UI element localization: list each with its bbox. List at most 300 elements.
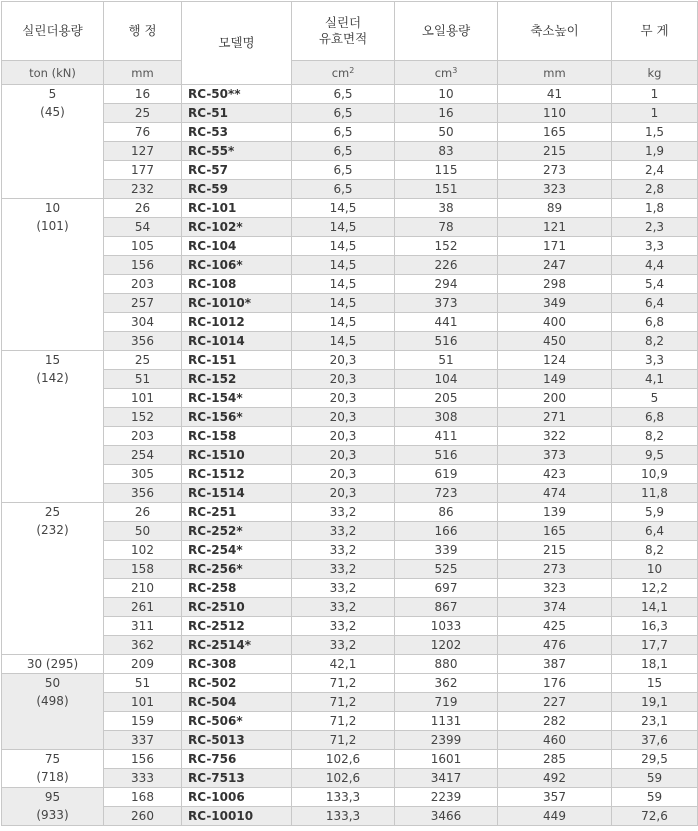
oil-cell: 2239 bbox=[395, 788, 498, 807]
stroke-cell: 105 bbox=[104, 237, 182, 256]
height-cell: 323 bbox=[498, 579, 612, 598]
area-cell: 71,2 bbox=[292, 674, 395, 693]
height-cell: 450 bbox=[498, 332, 612, 351]
weight-cell: 17,7 bbox=[612, 636, 698, 655]
table-row bbox=[2, 180, 698, 199]
capacity-ton: 5 bbox=[48, 87, 57, 101]
height-cell: 474 bbox=[498, 484, 612, 503]
oil-cell: 1601 bbox=[395, 750, 498, 769]
oil-cell: 151 bbox=[395, 180, 498, 199]
height-cell: 171 bbox=[498, 237, 612, 256]
weight-cell: 1 bbox=[612, 85, 698, 104]
area-cell: 6,5 bbox=[292, 85, 395, 104]
height-cell: 110 bbox=[498, 104, 612, 123]
model-cell: RC-502 bbox=[182, 674, 292, 693]
area-cell: 6,5 bbox=[292, 142, 395, 161]
table-row bbox=[2, 199, 698, 218]
table-row bbox=[2, 161, 698, 180]
oil-cell: 226 bbox=[395, 256, 498, 275]
model-cell: RC-102* bbox=[182, 218, 292, 237]
stroke-cell: 51 bbox=[104, 370, 182, 389]
capacity-cell bbox=[2, 503, 104, 655]
area-cell: 6,5 bbox=[292, 104, 395, 123]
model-cell: RC-57 bbox=[182, 161, 292, 180]
table-row bbox=[2, 408, 698, 427]
stroke-cell: 54 bbox=[104, 218, 182, 237]
weight-cell: 4,1 bbox=[612, 370, 698, 389]
oil-cell: 50 bbox=[395, 123, 498, 142]
model-cell: RC-256* bbox=[182, 560, 292, 579]
model-cell: RC-1512 bbox=[182, 465, 292, 484]
stroke-cell: 50 bbox=[104, 522, 182, 541]
oil-cell: 104 bbox=[395, 370, 498, 389]
stroke-cell: 356 bbox=[104, 484, 182, 503]
unit-oil: $cm^3$ bbox=[395, 61, 498, 85]
oil-cell: 719 bbox=[395, 693, 498, 712]
oil-cell: 10 bbox=[395, 85, 498, 104]
model-cell: RC-1514 bbox=[182, 484, 292, 503]
stroke-cell: 127 bbox=[104, 142, 182, 161]
capacity-cell bbox=[2, 750, 104, 788]
area-cell: 42,1 bbox=[292, 655, 395, 674]
oil-cell: 83 bbox=[395, 142, 498, 161]
area-cell: 71,2 bbox=[292, 693, 395, 712]
area-cell: 6,5 bbox=[292, 123, 395, 142]
height-cell: 322 bbox=[498, 427, 612, 446]
oil-cell: 1202 bbox=[395, 636, 498, 655]
model-cell: RC-106* bbox=[182, 256, 292, 275]
area-cell: 33,2 bbox=[292, 617, 395, 636]
stroke-cell: 25 bbox=[104, 351, 182, 370]
table-row bbox=[2, 560, 698, 579]
weight-cell: 2,3 bbox=[612, 218, 698, 237]
height-cell: 124 bbox=[498, 351, 612, 370]
table-row bbox=[2, 731, 698, 750]
oil-cell: 3466 bbox=[395, 807, 498, 826]
weight-cell: 10,9 bbox=[612, 465, 698, 484]
stroke-cell: 25 bbox=[104, 104, 182, 123]
weight-cell: 5 bbox=[612, 389, 698, 408]
model-cell: RC-251 bbox=[182, 503, 292, 522]
table-row bbox=[2, 674, 698, 693]
stroke-cell: 356 bbox=[104, 332, 182, 351]
stroke-cell: 232 bbox=[104, 180, 182, 199]
stroke-cell: 159 bbox=[104, 712, 182, 731]
height-cell: 176 bbox=[498, 674, 612, 693]
area-cell: 14,5 bbox=[292, 218, 395, 237]
capacity-cell bbox=[2, 351, 104, 503]
table-row bbox=[2, 218, 698, 237]
area-cell: 71,2 bbox=[292, 712, 395, 731]
oil-cell: 294 bbox=[395, 275, 498, 294]
capacity-ton: 10 bbox=[44, 201, 61, 215]
area-cell: 102,6 bbox=[292, 769, 395, 788]
model-cell: RC-1014 bbox=[182, 332, 292, 351]
height-cell: 89 bbox=[498, 199, 612, 218]
weight-cell: 3,3 bbox=[612, 351, 698, 370]
area-cell: 6,5 bbox=[292, 161, 395, 180]
oil-cell: 2399 bbox=[395, 731, 498, 750]
header-oil: 오일용량 bbox=[395, 2, 498, 61]
model-cell: RC-2510 bbox=[182, 598, 292, 617]
capacity-cell bbox=[2, 85, 104, 199]
stroke-cell: 152 bbox=[104, 408, 182, 427]
height-cell: 400 bbox=[498, 313, 612, 332]
weight-cell: 4,4 bbox=[612, 256, 698, 275]
weight-cell: 3,3 bbox=[612, 237, 698, 256]
weight-cell: 6,4 bbox=[612, 294, 698, 313]
stroke-cell: 156 bbox=[104, 256, 182, 275]
weight-cell: 6,8 bbox=[612, 313, 698, 332]
area-cell: 14,5 bbox=[292, 294, 395, 313]
oil-cell: 697 bbox=[395, 579, 498, 598]
stroke-cell: 16 bbox=[104, 85, 182, 104]
table-row bbox=[2, 123, 698, 142]
stroke-cell: 209 bbox=[104, 655, 182, 674]
area-cell: 33,2 bbox=[292, 560, 395, 579]
table-row bbox=[2, 693, 698, 712]
model-cell: RC-1006 bbox=[182, 788, 292, 807]
weight-cell: 59 bbox=[612, 788, 698, 807]
height-cell: 215 bbox=[498, 541, 612, 560]
table-row bbox=[2, 598, 698, 617]
model-cell: RC-504 bbox=[182, 693, 292, 712]
table-row bbox=[2, 788, 698, 807]
weight-cell: 8,2 bbox=[612, 427, 698, 446]
area-cell: 20,3 bbox=[292, 427, 395, 446]
table-row bbox=[2, 237, 698, 256]
table-row bbox=[2, 522, 698, 541]
weight-cell: 11,8 bbox=[612, 484, 698, 503]
table-row bbox=[2, 85, 698, 104]
height-cell: 41 bbox=[498, 85, 612, 104]
model-cell: RC-151 bbox=[182, 351, 292, 370]
table-row bbox=[2, 579, 698, 598]
weight-cell: 59 bbox=[612, 769, 698, 788]
height-cell: 423 bbox=[498, 465, 612, 484]
area-cell: 20,3 bbox=[292, 351, 395, 370]
height-cell: 298 bbox=[498, 275, 612, 294]
oil-cell: 205 bbox=[395, 389, 498, 408]
model-cell: RC-10010 bbox=[182, 807, 292, 826]
oil-cell: 516 bbox=[395, 332, 498, 351]
area-cell: 14,5 bbox=[292, 313, 395, 332]
height-cell: 285 bbox=[498, 750, 612, 769]
model-cell: RC-5013 bbox=[182, 731, 292, 750]
weight-cell: 6,4 bbox=[612, 522, 698, 541]
area-cell: 20,3 bbox=[292, 389, 395, 408]
weight-cell: 12,2 bbox=[612, 579, 698, 598]
model-cell: RC-152 bbox=[182, 370, 292, 389]
height-cell: 215 bbox=[498, 142, 612, 161]
weight-cell: 15 bbox=[612, 674, 698, 693]
table-row bbox=[2, 465, 698, 484]
capacity-ton: 30 (295) bbox=[26, 657, 79, 671]
capacity-ton: 95 bbox=[44, 790, 61, 804]
unit-weight: kg bbox=[612, 61, 698, 85]
capacity-ton: 15 bbox=[44, 353, 61, 367]
stroke-cell: 333 bbox=[104, 769, 182, 788]
capacity-cell bbox=[2, 199, 104, 351]
capacity-kn: (498) bbox=[36, 694, 69, 708]
stroke-cell: 254 bbox=[104, 446, 182, 465]
capacity-cell bbox=[2, 655, 104, 674]
oil-cell: 516 bbox=[395, 446, 498, 465]
stroke-cell: 158 bbox=[104, 560, 182, 579]
table-row bbox=[2, 351, 698, 370]
oil-cell: 441 bbox=[395, 313, 498, 332]
model-cell: RC-2512 bbox=[182, 617, 292, 636]
model-cell: RC-506* bbox=[182, 712, 292, 731]
stroke-cell: 102 bbox=[104, 541, 182, 560]
stroke-cell: 51 bbox=[104, 674, 182, 693]
height-cell: 149 bbox=[498, 370, 612, 389]
stroke-cell: 311 bbox=[104, 617, 182, 636]
stroke-cell: 76 bbox=[104, 123, 182, 142]
weight-cell: 1,8 bbox=[612, 199, 698, 218]
height-cell: 165 bbox=[498, 522, 612, 541]
oil-cell: 51 bbox=[395, 351, 498, 370]
stroke-cell: 305 bbox=[104, 465, 182, 484]
oil-cell: 373 bbox=[395, 294, 498, 313]
capacity-ton: 75 bbox=[44, 752, 61, 766]
oil-cell: 880 bbox=[395, 655, 498, 674]
height-cell: 227 bbox=[498, 693, 612, 712]
cylinder-spec-table bbox=[1, 1, 698, 826]
height-cell: 449 bbox=[498, 807, 612, 826]
oil-cell: 619 bbox=[395, 465, 498, 484]
oil-cell: 115 bbox=[395, 161, 498, 180]
weight-cell: 1 bbox=[612, 104, 698, 123]
model-cell: RC-756 bbox=[182, 750, 292, 769]
weight-cell: 72,6 bbox=[612, 807, 698, 826]
height-cell: 357 bbox=[498, 788, 612, 807]
header-area: 실린더 유효면적 bbox=[292, 2, 395, 61]
area-cell: 33,2 bbox=[292, 579, 395, 598]
height-cell: 282 bbox=[498, 712, 612, 731]
capacity-kn: (45) bbox=[40, 105, 65, 119]
oil-cell: 16 bbox=[395, 104, 498, 123]
area-cell: 20,3 bbox=[292, 465, 395, 484]
weight-cell: 5,9 bbox=[612, 503, 698, 522]
weight-cell: 10 bbox=[612, 560, 698, 579]
area-cell: 14,5 bbox=[292, 256, 395, 275]
stroke-cell: 260 bbox=[104, 807, 182, 826]
weight-cell: 19,1 bbox=[612, 693, 698, 712]
area-cell: 102,6 bbox=[292, 750, 395, 769]
height-cell: 373 bbox=[498, 446, 612, 465]
model-cell: RC-156* bbox=[182, 408, 292, 427]
height-cell: 460 bbox=[498, 731, 612, 750]
model-cell: RC-158 bbox=[182, 427, 292, 446]
model-cell: RC-104 bbox=[182, 237, 292, 256]
area-cell: 20,3 bbox=[292, 446, 395, 465]
table-row bbox=[2, 712, 698, 731]
weight-cell: 5,4 bbox=[612, 275, 698, 294]
header-model: 모델명 bbox=[182, 2, 292, 85]
height-cell: 121 bbox=[498, 218, 612, 237]
oil-cell: 78 bbox=[395, 218, 498, 237]
weight-cell: 14,1 bbox=[612, 598, 698, 617]
height-cell: 323 bbox=[498, 180, 612, 199]
weight-cell: 23,1 bbox=[612, 712, 698, 731]
capacity-kn: (101) bbox=[36, 219, 69, 233]
model-cell: RC-1510 bbox=[182, 446, 292, 465]
stroke-cell: 257 bbox=[104, 294, 182, 313]
area-cell: 20,3 bbox=[292, 484, 395, 503]
capacity-ton: 25 bbox=[44, 505, 61, 519]
model-cell: RC-55* bbox=[182, 142, 292, 161]
area-cell: 20,3 bbox=[292, 370, 395, 389]
table-row bbox=[2, 636, 698, 655]
oil-cell: 339 bbox=[395, 541, 498, 560]
table-row bbox=[2, 294, 698, 313]
weight-cell: 2,4 bbox=[612, 161, 698, 180]
table-row bbox=[2, 541, 698, 560]
area-cell: 6,5 bbox=[292, 180, 395, 199]
area-cell: 33,2 bbox=[292, 636, 395, 655]
area-cell: 133,3 bbox=[292, 788, 395, 807]
area-cell: 133,3 bbox=[292, 807, 395, 826]
stroke-cell: 101 bbox=[104, 389, 182, 408]
area-cell: 33,2 bbox=[292, 598, 395, 617]
area-cell: 71,2 bbox=[292, 731, 395, 750]
model-cell: RC-101 bbox=[182, 199, 292, 218]
oil-cell: 525 bbox=[395, 560, 498, 579]
table-row bbox=[2, 446, 698, 465]
stroke-cell: 261 bbox=[104, 598, 182, 617]
capacity-ton: 50 bbox=[44, 676, 61, 690]
table-row bbox=[2, 313, 698, 332]
model-cell: RC-50** bbox=[182, 85, 292, 104]
height-cell: 492 bbox=[498, 769, 612, 788]
area-cell: 33,2 bbox=[292, 503, 395, 522]
unit-stroke: mm bbox=[104, 61, 182, 85]
capacity-cell bbox=[2, 788, 104, 826]
weight-cell: 1,5 bbox=[612, 123, 698, 142]
capacity-kn: (142) bbox=[36, 371, 69, 385]
stroke-cell: 101 bbox=[104, 693, 182, 712]
weight-cell: 16,3 bbox=[612, 617, 698, 636]
height-cell: 349 bbox=[498, 294, 612, 313]
height-cell: 200 bbox=[498, 389, 612, 408]
table-row bbox=[2, 503, 698, 522]
model-cell: RC-252* bbox=[182, 522, 292, 541]
capacity-kn: (232) bbox=[36, 523, 69, 537]
table-row bbox=[2, 750, 698, 769]
height-cell: 387 bbox=[498, 655, 612, 674]
table-row bbox=[2, 142, 698, 161]
weight-cell: 8,2 bbox=[612, 332, 698, 351]
model-cell: RC-154* bbox=[182, 389, 292, 408]
weight-cell: 1,9 bbox=[612, 142, 698, 161]
header-height: 축소높이 bbox=[498, 2, 612, 61]
stroke-cell: 210 bbox=[104, 579, 182, 598]
stroke-cell: 26 bbox=[104, 199, 182, 218]
table-row bbox=[2, 484, 698, 503]
unit-capacity: ton (kN) bbox=[2, 61, 104, 85]
capacity-cell bbox=[2, 674, 104, 750]
table-row bbox=[2, 389, 698, 408]
oil-cell: 1033 bbox=[395, 617, 498, 636]
capacity-kn: (933) bbox=[36, 808, 69, 822]
model-cell: RC-1012 bbox=[182, 313, 292, 332]
model-cell: RC-1010* bbox=[182, 294, 292, 313]
spec-body bbox=[2, 85, 698, 826]
weight-cell: 6,8 bbox=[612, 408, 698, 427]
height-cell: 247 bbox=[498, 256, 612, 275]
weight-cell: 8,2 bbox=[612, 541, 698, 560]
oil-cell: 86 bbox=[395, 503, 498, 522]
area-cell: 20,3 bbox=[292, 408, 395, 427]
weight-cell: 9,5 bbox=[612, 446, 698, 465]
height-cell: 476 bbox=[498, 636, 612, 655]
model-cell: RC-308 bbox=[182, 655, 292, 674]
oil-cell: 723 bbox=[395, 484, 498, 503]
table-row bbox=[2, 427, 698, 446]
area-cell: 14,5 bbox=[292, 275, 395, 294]
oil-cell: 1131 bbox=[395, 712, 498, 731]
header-weight: 무 게 bbox=[612, 2, 698, 61]
weight-cell: 18,1 bbox=[612, 655, 698, 674]
oil-cell: 411 bbox=[395, 427, 498, 446]
model-cell: RC-59 bbox=[182, 180, 292, 199]
table-row bbox=[2, 104, 698, 123]
unit-area: $cm^2$ bbox=[292, 61, 395, 85]
area-cell: 14,5 bbox=[292, 332, 395, 351]
oil-cell: 308 bbox=[395, 408, 498, 427]
height-cell: 273 bbox=[498, 560, 612, 579]
model-cell: RC-7513 bbox=[182, 769, 292, 788]
stroke-cell: 203 bbox=[104, 275, 182, 294]
area-cell: 14,5 bbox=[292, 199, 395, 218]
oil-cell: 867 bbox=[395, 598, 498, 617]
stroke-cell: 156 bbox=[104, 750, 182, 769]
weight-cell: 2,8 bbox=[612, 180, 698, 199]
height-cell: 374 bbox=[498, 598, 612, 617]
model-cell: RC-258 bbox=[182, 579, 292, 598]
stroke-cell: 203 bbox=[104, 427, 182, 446]
oil-cell: 38 bbox=[395, 199, 498, 218]
oil-cell: 152 bbox=[395, 237, 498, 256]
area-cell: 14,5 bbox=[292, 237, 395, 256]
stroke-cell: 362 bbox=[104, 636, 182, 655]
table-row bbox=[2, 256, 698, 275]
height-cell: 139 bbox=[498, 503, 612, 522]
table-row bbox=[2, 769, 698, 788]
capacity-kn: (718) bbox=[36, 770, 69, 784]
oil-cell: 3417 bbox=[395, 769, 498, 788]
unit-height: mm bbox=[498, 61, 612, 85]
header-stroke: 행 정 bbox=[104, 2, 182, 61]
table-row bbox=[2, 370, 698, 389]
model-cell: RC-53 bbox=[182, 123, 292, 142]
stroke-cell: 304 bbox=[104, 313, 182, 332]
area-cell: 33,2 bbox=[292, 541, 395, 560]
model-cell: RC-2514* bbox=[182, 636, 292, 655]
height-cell: 271 bbox=[498, 408, 612, 427]
stroke-cell: 26 bbox=[104, 503, 182, 522]
area-cell: 33,2 bbox=[292, 522, 395, 541]
table-row bbox=[2, 655, 698, 674]
weight-cell: 29,5 bbox=[612, 750, 698, 769]
height-cell: 273 bbox=[498, 161, 612, 180]
model-cell: RC-108 bbox=[182, 275, 292, 294]
table-row bbox=[2, 617, 698, 636]
stroke-cell: 177 bbox=[104, 161, 182, 180]
table-row bbox=[2, 275, 698, 294]
table-row bbox=[2, 807, 698, 826]
